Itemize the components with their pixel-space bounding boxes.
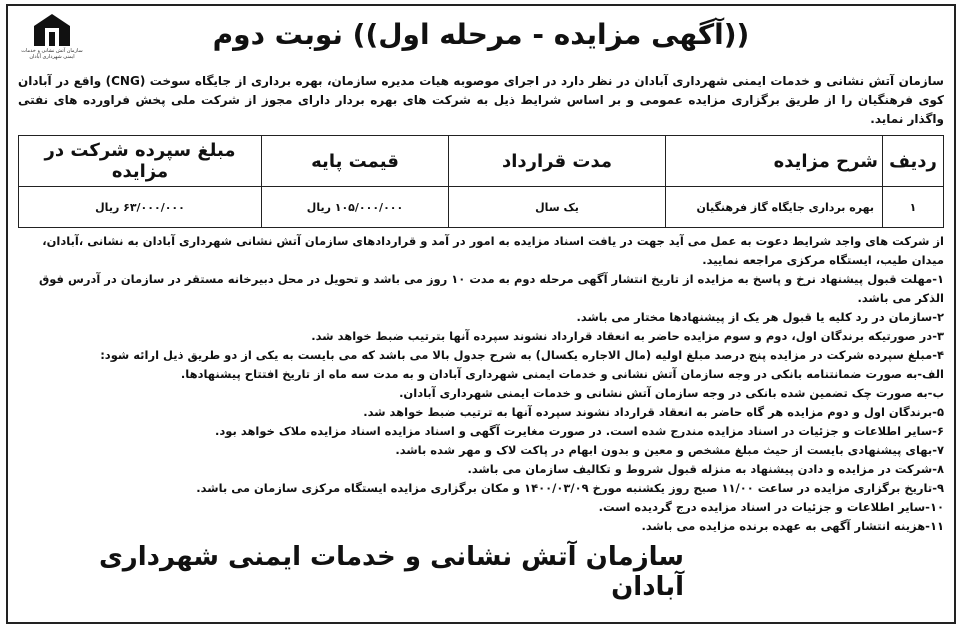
cell-description: بهره برداری جایگاه گاز فرهنگیان (666, 187, 883, 228)
intro-paragraph: سازمان آتش نشانی و خدمات ایمنی شهرداری آبادان در نظر دارد در اجرای موصوبه هیات مدیره سازمان، بهره برداری از جایگاه سوخت (CNG) واقع در آبادان کوی فرهنگیان را از طریق برگزاری مزایده عمومی و بر اساس شرایط ذیل به شرکت های بهره بردار دارای مجوز از شرکت ملی پخش فراورده های نفتی واگذار نماید. (18, 74, 944, 126)
emblem-icon (32, 12, 72, 48)
logo-caption: سازمان آتش نشانی و خدمات ایمنی شهرداری آبادان (21, 48, 83, 60)
table-header-row (19, 136, 944, 187)
conditions-list (18, 232, 944, 536)
condition-item: ۷-بهای پیشنهادی بایست از حیث مبلغ مشخص و معین و بدون ابهام در پاکت لاک و مهر شده باشد. (395, 443, 944, 457)
cell-row-number: ۱ (883, 187, 944, 228)
header (18, 12, 944, 62)
condition-item: ۶-سایر اطلاعات و جزئیات در اسناد مزایده مندرج شده است. در صورت مغایرت آگهی و اسناد مزایده اسناد مزایده ملاک خواهد بود. (215, 424, 944, 438)
condition-item: ۱۰-سایر اطلاعات و جزئیات در اسناد مزایده درج گردیده است. (598, 500, 944, 514)
condition-item: ۸-شرکت در مزایده و دادن پیشنهاد به منزله قبول شروط و تکالیف سازمان می باشد. (467, 462, 944, 476)
table-row (19, 187, 944, 228)
condition-subitem: ب-به صورت چک تضمین شده بانکی در وجه سازمان آتش نشانی و خدمات ایمنی شهرداری آبادان. (399, 386, 944, 400)
cell-base-price: ۱۰۵/۰۰۰/۰۰۰ ریال (262, 187, 449, 228)
condition-item: ۲-سازمان در رد کلیه یا قبول هر یک از پیشنهادها مختار می باشد. (576, 310, 944, 324)
col-header-description: شرح مزایده (666, 136, 883, 187)
condition-item: ۱-مهلت قبول پیشنهاد نرخ و پاسخ به مزایده از تاریخ انتشار آگهی مرحله دوم به مدت ۱۰ روز می باشد و تحویل در محل دبیرخانه مستقر در سازمان در آدرس فوق الذکر می باشد. (38, 272, 944, 305)
ad-document (6, 4, 956, 624)
organization-logo (16, 12, 88, 72)
col-header-row: ردیف (883, 136, 944, 187)
condition-item: ۴-مبلغ سپرده شرکت در مزایده پنج درصد مبلغ اولیه (مال الاجاره یکسال) به شرح جدول بالا می باشد که می بایست به یکی از دو طریق ذیل ارائه شود: (100, 348, 944, 362)
col-header-duration: مدت قرارداد (449, 136, 666, 187)
condition-item: ۱۱-هزینه انتشار آگهی به عهده برنده مزایده می باشد. (641, 519, 944, 533)
footer-signature: سازمان آتش نشانی و خدمات ایمنی شهرداری آبادان (98, 542, 684, 602)
col-header-base-price: قیمت پایه (262, 136, 449, 187)
condition-subitem: الف-به صورت ضمانتنامه بانکی در وجه سازمان آتش نشانی و خدمات ایمنی شهرداری آبادان و به مدت سه ماه از تاریخ افتتاح پیشنهادها. (180, 367, 944, 381)
invitation-paragraph: از شرکت های واجد شرایط دعوت به عمل می آید جهت در یافت اسناد مزایده به امور در آمد و قراردادهای سازمان آتش نشانی شهرداری آبادان به نشانی ،آبادان، میدان طیب، ایستگاه مرکزی مراجعه نمایید. (42, 234, 944, 267)
cell-deposit: ۶۳/۰۰۰/۰۰۰ ریال (19, 187, 262, 228)
condition-item: ۹-تاریخ برگزاری مزایده در ساعت ۱۱/۰۰ صبح روز یکشنبه مورخ ۱۴۰۰/۰۳/۰۹ و مکان برگزاری مزایده ایستگاه مرکزی سازمان می باشد. (196, 481, 944, 495)
cell-duration: یک سال (449, 187, 666, 228)
auction-table (18, 135, 944, 228)
page-title: ((آگهی مزایده - مرحله اول)) نوبت دوم (212, 18, 750, 51)
col-header-deposit: مبلغ سپرده شرکت در مزایده (19, 136, 262, 187)
condition-item: ۵-برندگان اول و دوم مزایده هر گاه حاضر به انعقاد قرارداد نشوند سپرده آنها به ترتیب ضبط خواهد شد. (363, 405, 944, 419)
condition-item: ۳-در صورتیکه برندگان اول، دوم و سوم مزایده حاضر به انعقاد قرارداد نشوند سپرده آنها بترتیب ضبط خواهد شد. (311, 329, 944, 343)
